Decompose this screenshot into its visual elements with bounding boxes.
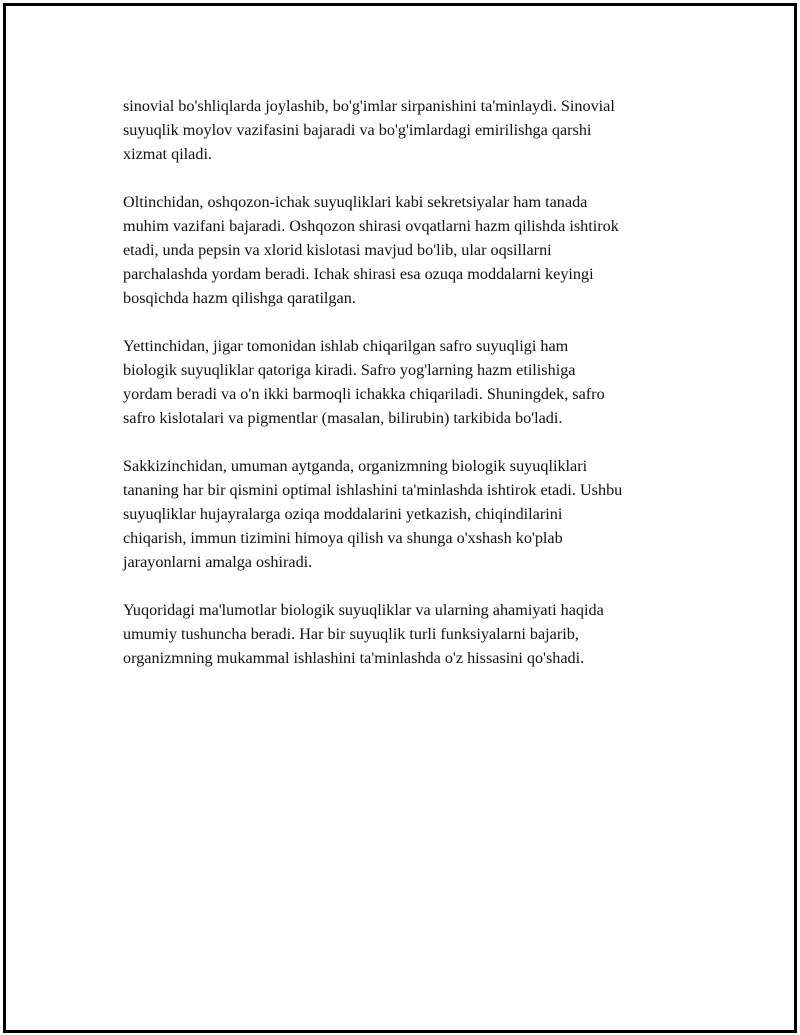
text-line: etadi, unda pepsin va xlorid kislotasi mavjud bo'lib, ular oqsillarni [123, 241, 552, 259]
paragraph [123, 454, 703, 574]
text-line: jarayonlarni amalga oshiradi. [123, 553, 313, 571]
text-line: biologik suyuqliklar qatoriga kiradi. Safro yog'larning hazm etilishiga [123, 361, 576, 379]
document-body [123, 94, 703, 694]
paragraph [123, 334, 703, 430]
page-frame [3, 3, 797, 1033]
text-line: Sakkizinchidan, umuman aytganda, organizmning biologik suyuqliklari [123, 457, 588, 475]
text-line: yordam beradi va o'n ikki barmoqli ichakka chiqariladi. Shuningdek, safro [123, 385, 605, 403]
paragraph [123, 598, 703, 670]
text-line: muhim vazifani bajaradi. Oshqozon shirasi ovqatlarni hazm qilishda ishtirok [123, 217, 619, 235]
paragraph [123, 94, 703, 166]
text-line: organizmning mukammal ishlashini ta'minlashda o'z hissasini qo'shadi. [123, 649, 585, 667]
text-line: bosqichda hazm qilishga qaratilgan. [123, 289, 356, 307]
text-line: sinovial bo'shliqlarda joylashib, bo'g'imlar sirpanishini ta'minlaydi. Sinovial [123, 97, 615, 115]
text-line: umumiy tushuncha beradi. Har bir suyuqlik turli funksiyalarni bajarib, [123, 625, 579, 643]
text-line: Yettinchidan, jigar tomonidan ishlab chiqarilgan safro suyuqligi ham [123, 337, 569, 355]
text-line: safro kislotalari va pigmentlar (masalan, bilirubin) tarkibida bo'ladi. [123, 409, 563, 427]
text-line: xizmat qiladi. [123, 145, 213, 163]
paragraph [123, 190, 703, 310]
text-line: chiqarish, immun tizimini himoya qilish va shunga o'xshash ko'plab [123, 529, 563, 547]
text-line: Oltinchidan, oshqozon-ichak suyuqliklari kabi sekretsiyalar ham tanada [123, 193, 588, 211]
text-line: Yuqoridagi ma'lumotlar biologik suyuqliklar va ularning ahamiyati haqida [123, 601, 604, 619]
text-line: tananing har bir qismini optimal ishlashini ta'minlashda ishtirok etadi. Ushbu [123, 481, 623, 499]
text-line: parchalashda yordam beradi. Ichak shirasi esa ozuqa moddalarni keyingi [123, 265, 594, 283]
text-line: suyuqlik moylov vazifasini bajaradi va bo'g'imlardagi emirilishga qarshi [123, 121, 592, 139]
text-line: suyuqliklar hujayralarga oziqa moddalarini yetkazish, chiqindilarini [123, 505, 563, 523]
